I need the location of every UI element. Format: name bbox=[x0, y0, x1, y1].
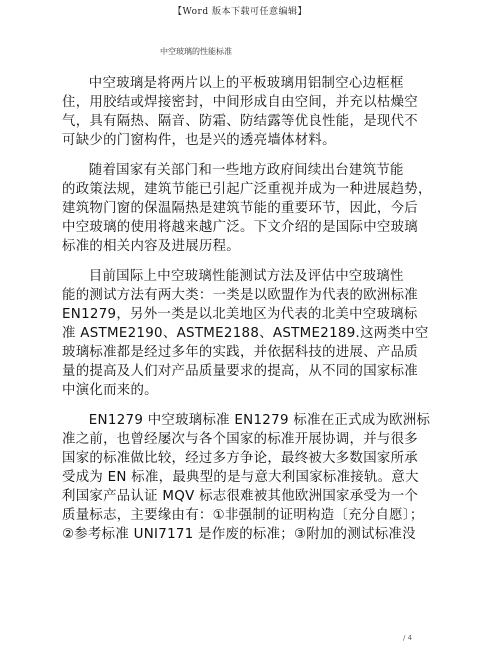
text-line: 量的提高及人们对产品质量要求的提高，从不同的国家标准 bbox=[62, 364, 418, 379]
text-line: 玻璃标准都是经过多年的实践，并依据科技的进展、产品质 bbox=[62, 345, 418, 360]
text-line: 气，具有隔热、隔音、防霜、防结露等优良性能，是现代不 bbox=[62, 114, 418, 129]
text-line: 住，用胶结或焊接密封，中间形成自由空间，并充以枯燥空 bbox=[62, 95, 418, 110]
text-line: 能的测试方法有两大类：一类是以欧盟作为代表的欧洲标准 bbox=[62, 288, 418, 303]
text-line: 建筑物门窗的保温隔热是建筑节能的重要环节，因此，今后 bbox=[62, 201, 418, 216]
text-line: 标准的相关内容及进展历程。 bbox=[62, 239, 240, 254]
paragraph-testing-methods bbox=[62, 267, 429, 400]
text-line: EN1279，另外一类是以北美地区为代表的北美中空玻璃标 bbox=[62, 307, 418, 322]
text-line: 中空玻璃是将两片以上的平板玻璃用铝制空心边框框 bbox=[88, 76, 404, 91]
text-line: ②参考标准 UNI7171 是作废的标准；③附加的测试标准没 bbox=[62, 527, 416, 542]
text-line: 受成为 EN 标准，最典型的是与意大利国家标准接轨。意大 bbox=[62, 470, 419, 485]
text-line: 利国家产品认证 MQV 标志很难被其他欧洲国家承受为一个 bbox=[62, 489, 419, 504]
paragraph-intro bbox=[62, 74, 424, 150]
document-title: 中空玻璃的性能标准 bbox=[160, 47, 232, 56]
text-line: 中演化而来的。 bbox=[62, 383, 158, 398]
text-line: 目前国际上中空玻璃性能测试方法及评估中空玻璃性 bbox=[88, 269, 404, 284]
download-banner: 【Word 版本下载可任意编辑】 bbox=[173, 7, 307, 17]
paragraph-policy bbox=[62, 161, 432, 256]
paragraph-en1279 bbox=[62, 411, 431, 544]
text-line: 准 ASTME2190、ASTME2188、ASTME2189.这两类中空 bbox=[62, 326, 429, 341]
document-body bbox=[62, 74, 432, 556]
text-line: 随着国家有关部门和一些地方政府间续出台建筑节能 bbox=[88, 163, 404, 178]
text-line: 准之前，也曾经屡次与各个国家的标准开展协调，并与很多 bbox=[62, 432, 418, 447]
text-line: 中空玻璃的使用将越来越广泛。下文介绍的是国际中空玻璃 bbox=[62, 220, 418, 235]
text-line: 质量标志，主要缘由有：①非强制的证明构造〔充分自愿〕； bbox=[62, 508, 424, 523]
page-number: / 4 bbox=[403, 634, 413, 642]
text-line: 国家的标准做比较，经过多方争论，最终被大多数国家所承 bbox=[62, 451, 418, 466]
text-line: EN1279 中空玻璃标准 EN1279 标准在正式成为欧洲标 bbox=[88, 413, 431, 428]
text-line: 可缺少的门窗构件，也是兴的透亮墙体材料。 bbox=[62, 133, 336, 148]
text-line: 的政策法规，建筑节能已引起广泛重视并成为一种进展趋势， bbox=[62, 182, 432, 197]
